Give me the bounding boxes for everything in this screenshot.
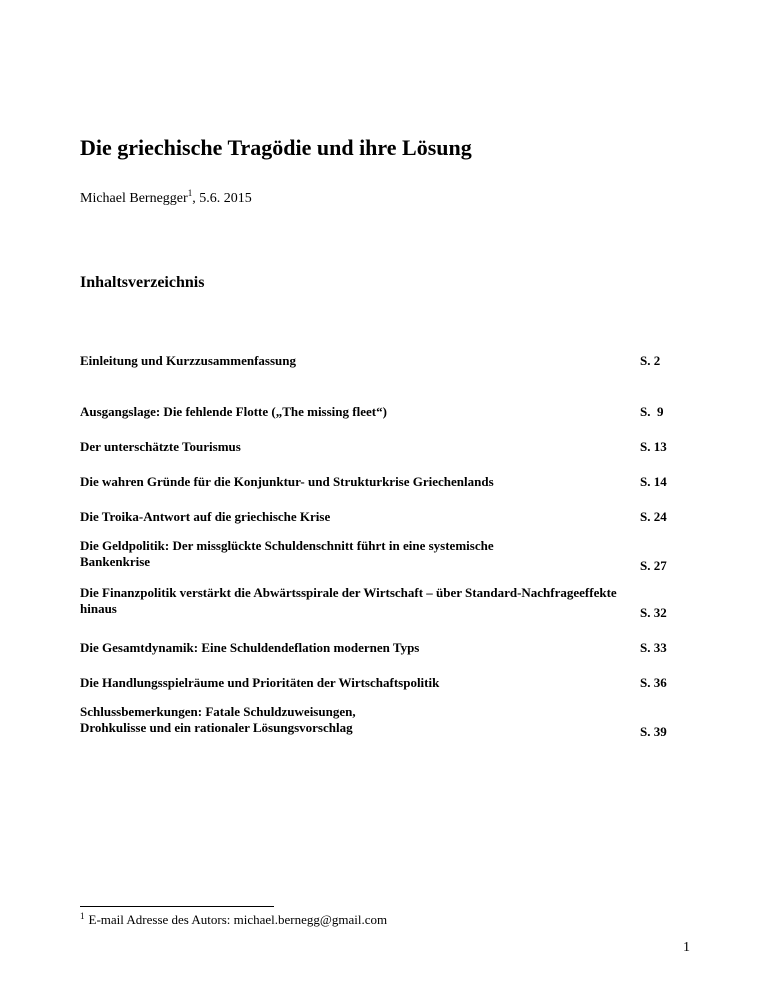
toc-entry-title: Ausgangslage: Die fehlende Flotte („The missing fleet“) <box>80 404 387 419</box>
toc-entry-page: S. 39 <box>640 724 667 739</box>
toc-entry-title: Die Handlungsspielräume und Prioritäten der Wirtschaftspolitik <box>80 675 440 690</box>
toc-entry-title: Der unterschätzte Tourismus <box>80 439 241 454</box>
toc-entry-page: S. 9 <box>640 404 664 419</box>
toc-heading: Inhaltsverzeichnis <box>80 274 205 291</box>
toc-entry-page: S. 32 <box>640 605 667 620</box>
footnote <box>80 912 387 928</box>
toc-entry-title: Die Finanzpolitik verstärkt die Abwärtsspirale der Wirtschaft – über Standard-Nachfrageeffekte hinaus <box>80 585 617 616</box>
toc-entry-page: S. 36 <box>640 675 667 690</box>
byline <box>80 190 252 208</box>
footnote-text: E-mail Adresse des Autors: michael.bernegg@gmail.com <box>88 912 388 927</box>
footnote-marker[interactable]: 1 <box>187 188 193 198</box>
page-number: 1 <box>683 940 690 955</box>
toc-entry-title: Einleitung und Kurzzusammenfassung <box>80 353 296 368</box>
toc-entry-title: Die Geldpolitik: Der missglückte Schuldenschnitt führt in eine systemische Bankenkrise <box>80 538 494 569</box>
document-title: Die griechische Tragödie und ihre Lösung <box>80 135 472 160</box>
toc-entry-title: Die Troika-Antwort auf die griechische Krise <box>80 509 331 524</box>
toc-entry-page: S. 14 <box>640 474 667 489</box>
publication-date: , 5.6. 2015 <box>192 191 252 206</box>
footnote-separator <box>80 906 274 907</box>
author-name: Michael Bernegger <box>80 191 188 206</box>
toc-entry-page: S. 2 <box>640 353 661 368</box>
toc-entry-page: S. 13 <box>640 439 667 454</box>
toc-entry-title: Die wahren Gründe für die Konjunktur- und Strukturkrise Griechenlands <box>80 474 494 489</box>
toc-entry-page: S. 27 <box>640 558 667 573</box>
toc-entry-page: S. 33 <box>640 640 667 655</box>
toc-entry-title: Schlussbemerkungen: Fatale Schuldzuweisungen, Drohkulisse und ein rationaler Lösungsvorschlag <box>80 704 356 735</box>
footnote-number: 1 <box>80 911 85 921</box>
toc-entry-title: Die Gesamtdynamik: Eine Schuldendeflation modernen Typs <box>80 640 420 655</box>
toc-entry-page: S. 24 <box>640 509 667 524</box>
